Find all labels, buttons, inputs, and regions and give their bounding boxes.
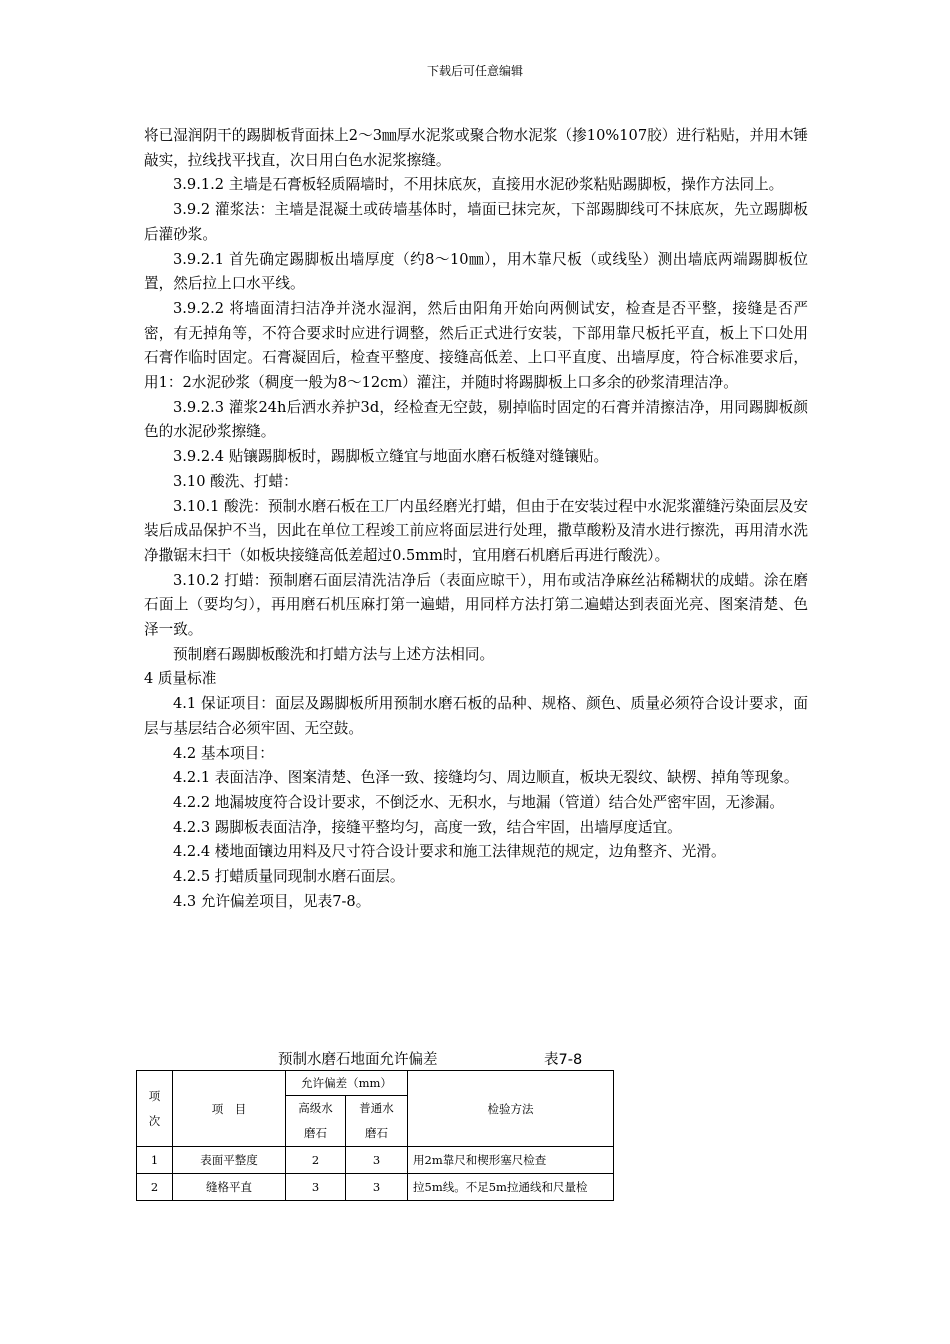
cell-index: 2 xyxy=(137,1174,173,1201)
paragraph: 4.3 允许偏差项目，见表7-8。 xyxy=(173,892,371,910)
header-method: 检验方法 xyxy=(408,1071,614,1147)
page-header: 下载后可任意编辑 xyxy=(426,64,523,78)
section-heading: 4 质量标准 xyxy=(144,670,217,688)
tolerance-table xyxy=(136,1070,614,1201)
cell-high: 2 xyxy=(286,1147,346,1174)
paragraph: 将已湿润阴干的踢脚板背面抹上2～3㎜厚水泥浆或聚合物水泥浆（掺10%107胶）进行粘贴，并用木锤敲实，拉线找平找直，次日用白色水泥浆擦缝。 xyxy=(144,127,808,169)
paragraph: 4.2.4 楼地面镶边用料及尺寸符合设计要求和施工法律规范的规定，边角整齐、光滑。 xyxy=(173,843,726,861)
cell-normal: 3 xyxy=(346,1147,408,1174)
section-heading: 4.2 基本项目： xyxy=(173,744,274,762)
cell-index: 1 xyxy=(137,1147,173,1174)
cell-high: 3 xyxy=(286,1174,346,1201)
paragraph: 4.2.5 打蜡质量同现制水磨石面层。 xyxy=(173,868,405,886)
paragraph: 3.9.1.2 主墙是石膏板轻质隔墙时，不用抹底灰，直接用水泥砂浆粘贴踢脚板，操作方法同上。 xyxy=(173,176,784,194)
table-row xyxy=(137,1147,614,1174)
table-number: 表7-8 xyxy=(544,1052,583,1068)
cell-item: 缝格平直 xyxy=(173,1174,286,1201)
paragraph: 3.10.1 酸洗：预制水磨石板在工厂内虽经磨光打蜡，但由于在安装过程中水泥浆灌缝污染面层及安装后成品保护不当，因此在单位工程竣工前应将面层进行处理，撒草酸粉及清水进行擦洗，再用清水洗净撒锯末扫干（如板块接缝高低差超过0.5mm时，宜用磨石机磨后再进行酸洗）。 xyxy=(144,497,808,564)
paragraph: 预制磨石踢脚板酸洗和打蜡方法与上述方法相同。 xyxy=(173,645,495,663)
cell-method: 拉5m线。不足5m拉通线和尺量检 xyxy=(408,1174,614,1201)
header-allowed: 允许偏差（mm） xyxy=(286,1071,408,1096)
table-title: 预制水磨石地面允许偏差 xyxy=(278,1052,438,1068)
table-row xyxy=(137,1174,614,1201)
paragraph: 3.9.2.4 贴镶踢脚板时，踢脚板立缝宜与地面水磨石板缝对缝镶贴。 xyxy=(173,448,609,466)
table-caption xyxy=(278,1048,583,1069)
paragraph: 3.10.2 打蜡：预制磨石面层清洗洁净后（表面应晾干），用布或洁净麻丝沾稀糊状的成蜡。涂在磨石面上（要均匀），再用磨石机压麻打第一遍蜡，用同样方法打第二遍蜡达到表面光亮、图案清楚、色泽一致。 xyxy=(144,571,808,639)
header-high: 高级水磨石 xyxy=(286,1096,346,1147)
paragraph: 3.9.2.2 将墙面清扫洁净并浇水湿润，然后由阳角开始向两侧试安，检查是否平整，接缝是否严密，有无掉角等，不符合要求时应进行调整，然后正式进行安装，下部用靠尺板托平直，板上下口处用石膏作临时固定。石膏凝固后，检查平整度、接缝高低差、上口平直度、出墙厚度，符合标准要求后，用1：2水泥砂浆（稠度一般为8～12cm）灌注，并随时将踢脚板上口多余的砂浆清理洁净。 xyxy=(144,299,808,392)
paragraph: 3.9.2.3 灌浆24h后洒水养护3d，经检查无空鼓，剔掉临时固定的石膏并清擦洁净，用同踢脚板颜色的水泥砂浆擦缝。 xyxy=(144,398,808,441)
paragraph: 4.2.1 表面洁净、图案清楚、色泽一致、接缝均匀、周边顺直，板块无裂纹、缺楞、掉角等现象。 xyxy=(173,769,799,787)
paragraph: 4.2.3 踢脚板表面洁净，接缝平整均匀，高度一致，结合牢固，出墙厚度适宜。 xyxy=(173,818,682,836)
document-body xyxy=(144,124,808,915)
paragraph: 3.9.2 灌浆法：主墙是混凝土或砖墙基体时，墙面已抹完灰，下部踢脚线可不抹底灰，先立踢脚板后灌砂浆。 xyxy=(144,201,808,243)
cell-method: 用2m靠尺和楔形塞尺检查 xyxy=(408,1147,614,1174)
header-normal: 普通水磨石 xyxy=(346,1096,408,1147)
cell-normal: 3 xyxy=(346,1174,408,1201)
header-index: 项次 xyxy=(137,1071,173,1147)
cell-item: 表面平整度 xyxy=(173,1147,286,1174)
paragraph: 4.1 保证项目：面层及踢脚板所用预制水磨石板的品种、规格、颜色、质量必须符合设计要求，面层与基层结合必须牢固、无空鼓。 xyxy=(144,695,808,737)
paragraph: 3.9.2.1 首先确定踢脚板出墙厚度（约8～10㎜），用木靠尺板（或线坠）测出墙底两端踢脚板位置，然后拉上口水平线。 xyxy=(144,250,808,293)
section-heading: 3.10 酸洗、打蜡： xyxy=(173,472,298,490)
header-item: 项 目 xyxy=(173,1071,286,1147)
paragraph: 4.2.2 地漏坡度符合设计要求，不倒泛水、无积水，与地漏（管道）结合处严密牢固，无渗漏。 xyxy=(173,793,784,811)
